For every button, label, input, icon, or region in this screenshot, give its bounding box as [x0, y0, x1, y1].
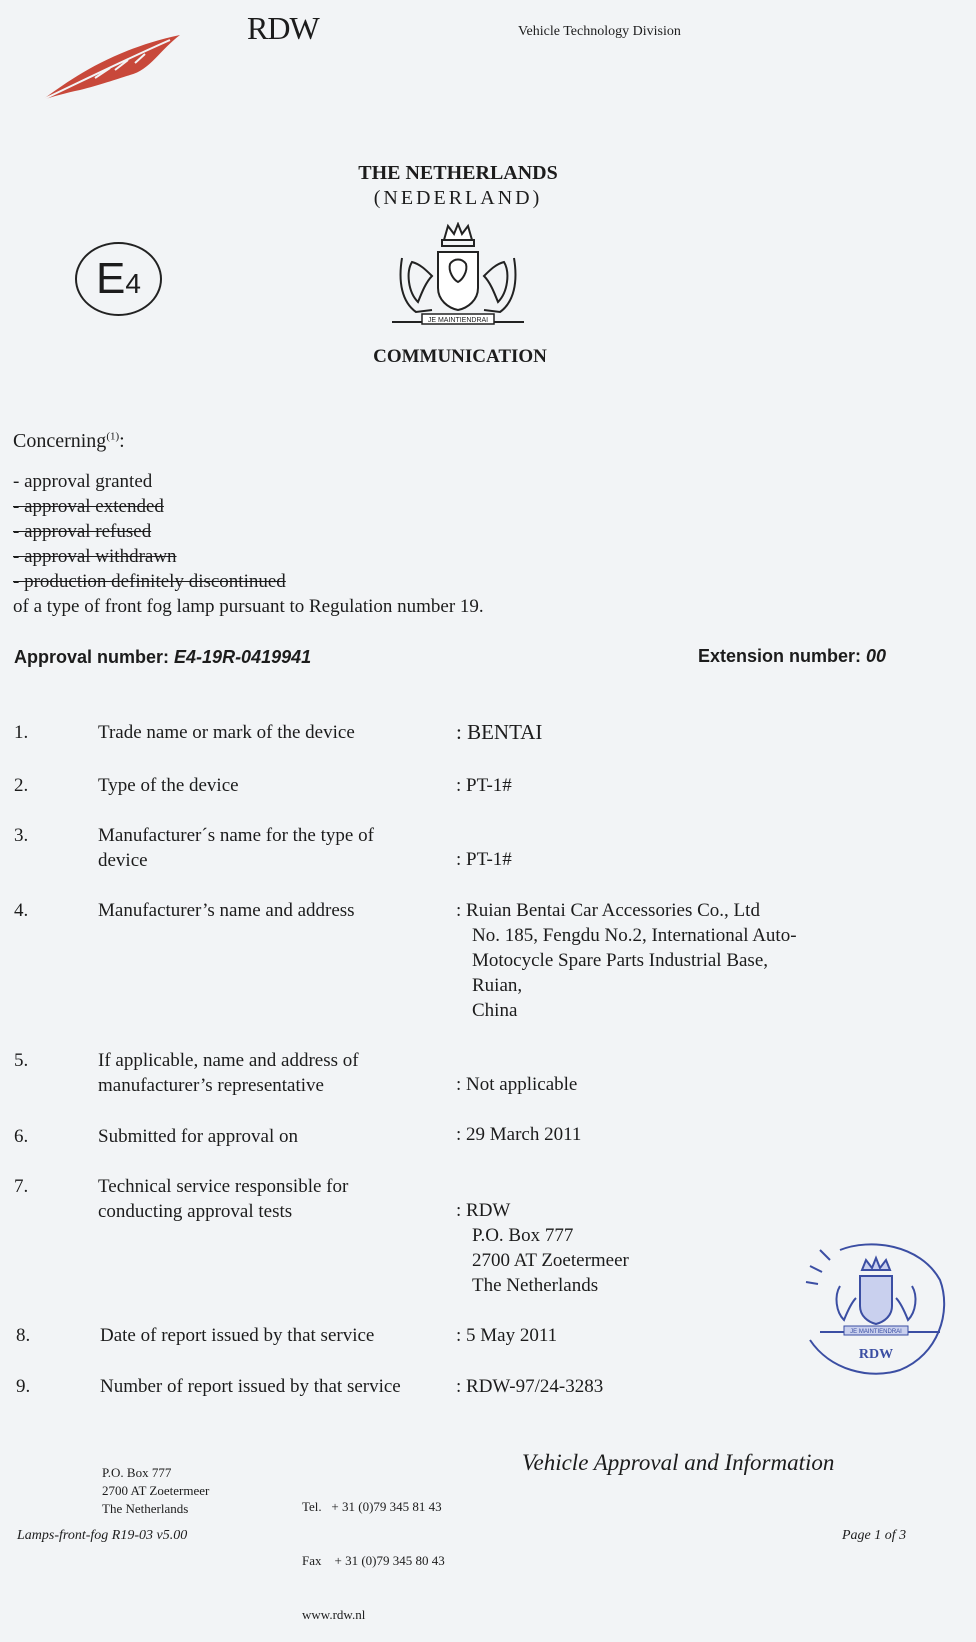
crest-motto: JE MAINTIENDRAI — [427, 317, 489, 324]
item-value: : PT-1# — [456, 775, 512, 796]
item-value-line: Ruian, — [472, 975, 523, 996]
item-number: 6. — [14, 1126, 29, 1147]
item-number: 5. — [14, 1050, 29, 1071]
item-number: 7. — [14, 1176, 29, 1197]
footer-address-line: The Netherlands — [102, 1501, 189, 1516]
item-value-line: The Netherlands — [472, 1275, 599, 1296]
item-number: 1. — [14, 722, 29, 743]
country-native: (NEDERLAND) — [373, 187, 543, 209]
footnote-mark: (1) — [106, 430, 120, 443]
option-approval-granted: - approval granted — [13, 471, 153, 492]
option-approval-extended: - approval extended — [13, 496, 164, 517]
concerning-label — [13, 430, 125, 453]
item-label: Type of the device — [98, 775, 239, 796]
item-value-line: 2700 AT Zoetermeer — [472, 1250, 629, 1271]
footer-address-line: P.O. Box 777 — [102, 1465, 172, 1480]
approval-label: Approval number: — [14, 647, 170, 667]
item-label-line: conducting approval tests — [98, 1201, 293, 1222]
footer-address-line: 2700 AT Zoetermeer — [102, 1483, 210, 1498]
logo-text: RDW — [247, 10, 319, 46]
option-approval-withdrawn: - approval withdrawn — [13, 546, 177, 567]
e-mark-letter: E — [96, 254, 126, 303]
item-value-line: Motocycle Spare Parts Industrial Base, — [472, 950, 769, 971]
item-value-line: No. 185, Fengdu No.2, International Auto- — [472, 925, 797, 946]
item-value-line: P.O. Box 777 — [472, 1225, 574, 1246]
extension-value: 00 — [866, 646, 887, 666]
coat-of-arms-icon — [392, 222, 524, 334]
footer-fax: Fax + 31 (0)79 345 80 43 — [302, 1553, 445, 1568]
rdw-feather-logo — [40, 30, 185, 102]
item-number: 8. — [16, 1325, 31, 1346]
item-number: 2. — [14, 775, 29, 796]
item-label: Trade name or mark of the device — [98, 722, 355, 743]
communication-heading: COMMUNICATION — [373, 346, 547, 367]
item-value — [456, 898, 797, 1023]
item-label — [98, 1174, 348, 1224]
country-title: THE NETHERLANDS — [358, 162, 558, 184]
item-value-line: China — [472, 1000, 518, 1021]
item-label: Date of report issued by that service — [100, 1325, 375, 1346]
item-value: : BENTAI — [456, 720, 543, 744]
option-production-discontinued: - production definitely discontinued — [13, 571, 286, 592]
item-label-line: manufacturer’s representative — [98, 1075, 324, 1096]
item-number: 4. — [14, 900, 29, 921]
item-label — [98, 823, 374, 873]
concerning-colon: : — [119, 430, 125, 452]
item-value-line: : RDW — [456, 1200, 511, 1221]
device-type-statement: of a type of front fog lamp pursuant to Regulation number 19. — [13, 596, 484, 617]
item-label: Number of report issued by that service — [100, 1376, 401, 1397]
item-value: : 29 March 2011 — [456, 1124, 582, 1145]
division-name: Vehicle Technology Division — [518, 24, 681, 39]
item-label: Submitted for approval on — [98, 1126, 298, 1147]
footer-website: www.rdw.nl — [302, 1607, 366, 1622]
e-mark-circle — [75, 242, 162, 316]
item-label-line: Technical service responsible for — [98, 1176, 349, 1197]
rdw-stamp-icon — [800, 1240, 950, 1380]
item-number: 3. — [14, 825, 29, 846]
item-value: : PT-1# — [456, 849, 512, 870]
extension-label: Extension number: — [698, 646, 862, 666]
item-label-line: device — [98, 850, 148, 871]
option-approval-refused: - approval refused — [13, 521, 152, 542]
footer-contact — [302, 1462, 445, 1642]
approval-value: E4-19R-0419941 — [174, 647, 312, 667]
item-label — [98, 1048, 359, 1098]
item-value: : 5 May 2011 — [456, 1325, 558, 1346]
page-number: Page 1 of 3 — [842, 1528, 907, 1543]
item-value: : Not applicable — [456, 1074, 578, 1095]
stamp-text: RDW — [858, 1347, 894, 1362]
concerning-options — [13, 469, 286, 594]
footer-slogan: Vehicle Approval and Information — [522, 1450, 835, 1475]
document-code: Lamps-front-fog R19-03 v5.00 — [17, 1528, 188, 1543]
concerning-text: Concerning — [13, 430, 107, 452]
item-value-line: : Ruian Bentai Car Accessories Co., Ltd — [456, 900, 760, 921]
stamp-motto: JE MAINTIENDRAI — [850, 1329, 902, 1335]
item-value — [456, 1198, 629, 1298]
item-value: : RDW-97/24-3283 — [456, 1376, 604, 1397]
item-label-line: Manufacturer´s name for the type of — [98, 825, 374, 846]
item-number: 9. — [16, 1376, 31, 1397]
item-label-line: If applicable, name and address of — [98, 1050, 359, 1071]
item-label: Manufacturer’s name and address — [98, 900, 355, 921]
footer-address — [102, 1464, 209, 1518]
extension-number — [698, 646, 886, 667]
approval-number — [14, 647, 311, 668]
footer-phone: Tel. + 31 (0)79 345 81 43 — [302, 1499, 442, 1514]
e-mark-number: 4 — [125, 268, 141, 299]
